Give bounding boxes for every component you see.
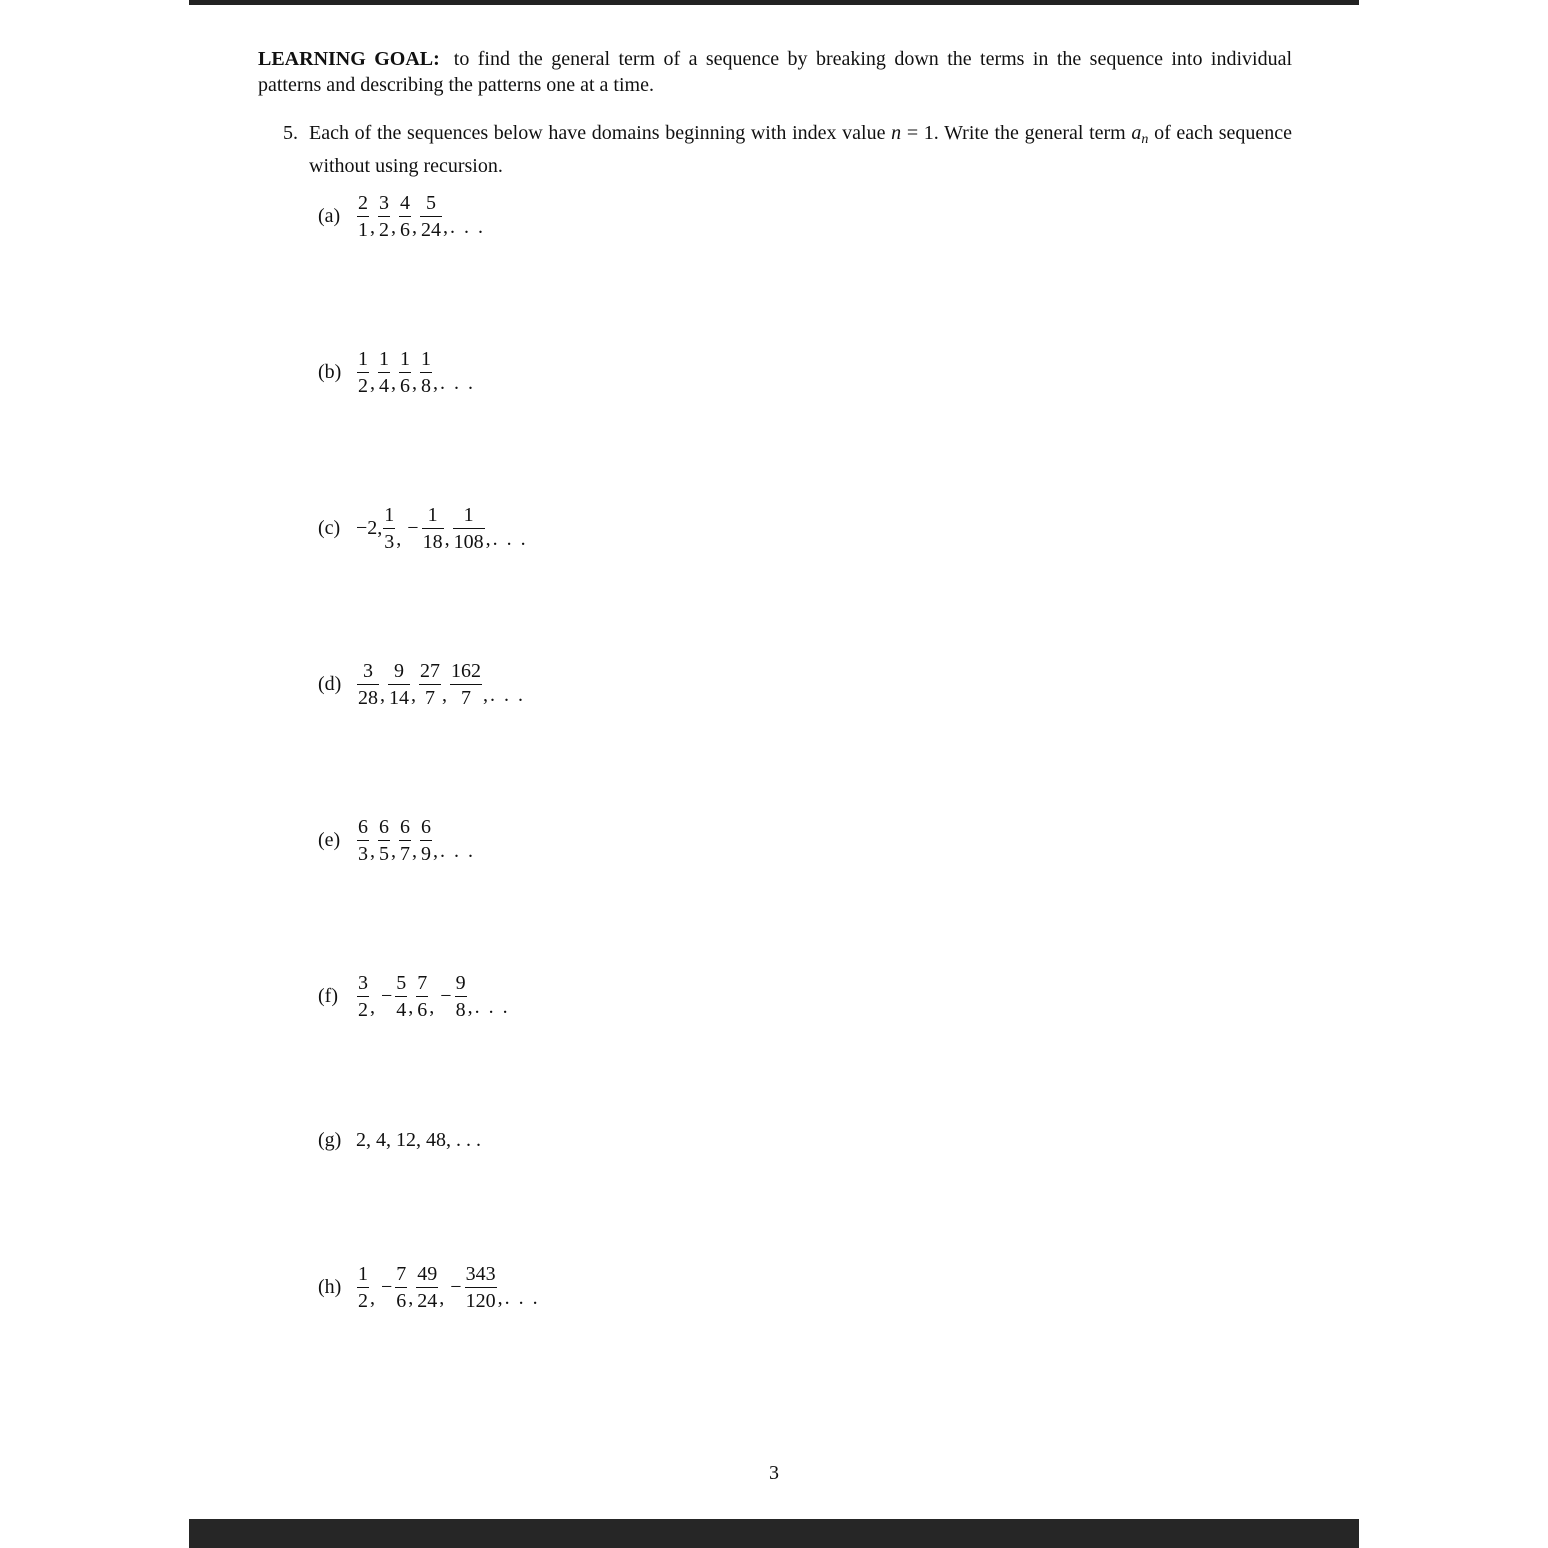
comma: ,: [467, 995, 473, 1018]
minus-sign: −: [381, 1275, 393, 1298]
ellipsis: . . .: [492, 527, 528, 550]
denominator: 3: [383, 528, 395, 553]
sequence-part-d: [318, 654, 525, 714]
numerator: 9: [455, 971, 466, 994]
part-label: (g): [318, 1128, 342, 1151]
denominator: 5: [378, 840, 390, 865]
denominator: 1: [357, 216, 369, 241]
comma: ,: [439, 1286, 445, 1309]
comma: ,: [433, 839, 438, 862]
numerator: 9: [394, 659, 404, 682]
denominator: 7: [419, 684, 441, 709]
sequence-part-c: [318, 498, 528, 558]
denominator: 108: [453, 528, 485, 553]
minus-sign: −: [407, 516, 419, 539]
ellipsis: . . .: [474, 995, 510, 1018]
part-label: (a): [318, 204, 341, 227]
fraction-term: [398, 192, 412, 241]
ellipsis: . . .: [440, 839, 475, 862]
sequence-terms: [356, 660, 525, 709]
comma: ,: [485, 527, 491, 550]
fraction-term: [398, 816, 412, 865]
comma: ,: [408, 995, 414, 1018]
comma: ,: [412, 371, 417, 394]
denominator: 3: [357, 840, 369, 865]
bottom-border: [189, 1519, 1359, 1548]
comma: ,: [412, 839, 417, 862]
problem-5: [283, 120, 1292, 179]
comma: ,: [429, 995, 435, 1018]
denominator: 7: [399, 840, 411, 865]
numerator: 343: [465, 1262, 496, 1285]
numerator: 5: [396, 971, 407, 994]
minus-sign: −: [381, 984, 393, 1007]
numerator: 2: [358, 191, 368, 214]
ellipsis: . . .: [440, 371, 475, 394]
fraction-term: [387, 660, 411, 709]
comma: ,: [433, 371, 438, 394]
numerator: 1: [358, 347, 368, 370]
sequence-terms: [356, 504, 528, 553]
comma: ,: [370, 215, 375, 238]
numerator: 3: [358, 971, 368, 994]
denominator: 4: [378, 372, 390, 397]
comma: ,: [497, 1286, 503, 1309]
numerator: 1: [400, 347, 410, 370]
sequence-part-b: [318, 342, 475, 402]
fraction-term: [356, 348, 370, 397]
top-border: [189, 0, 1359, 5]
fraction-term: [454, 972, 468, 1021]
ellipsis: . . .: [504, 1286, 540, 1309]
fraction-term: [356, 816, 370, 865]
comma: ,: [370, 839, 375, 862]
ellipsis: . . .: [490, 683, 525, 706]
fraction-term: [415, 1263, 439, 1312]
minus-sign: −: [440, 984, 452, 1007]
part-label: (b): [318, 360, 342, 383]
denominator: 24: [416, 1287, 438, 1312]
sequence-part-a: [318, 186, 485, 246]
comma: ,: [396, 527, 402, 550]
sequence-terms: [356, 1263, 540, 1312]
denominator: 7: [450, 684, 482, 709]
denominator: 2: [378, 216, 390, 241]
numerator: 3: [379, 191, 389, 214]
part-label: (d): [318, 672, 342, 695]
sequence-terms: [356, 972, 510, 1021]
fraction-term: [356, 660, 380, 709]
sequence-part-g: [318, 1110, 481, 1170]
denominator: 4: [395, 996, 407, 1021]
denominator: 8: [455, 996, 467, 1021]
numerator: 1: [463, 503, 474, 526]
page-number: 3: [769, 1462, 779, 1484]
leading-term: −2,: [356, 516, 383, 539]
numerator: 162: [451, 659, 481, 682]
fraction-term: [419, 816, 433, 865]
var-a: a: [1131, 122, 1142, 144]
numerator: 6: [421, 815, 431, 838]
comma: ,: [391, 839, 396, 862]
denominator: 28: [357, 684, 379, 709]
numerator: 4: [400, 191, 410, 214]
comma: ,: [412, 215, 417, 238]
fraction-term: [382, 504, 396, 553]
denominator: 2: [357, 996, 369, 1021]
sequence-part-f: [318, 966, 510, 1026]
sequence-terms: [356, 816, 475, 865]
fraction-term: [419, 348, 433, 397]
denominator: 2: [357, 372, 369, 397]
denominator: 24: [420, 216, 442, 241]
comma: ,: [391, 215, 396, 238]
var-n: n: [891, 122, 902, 144]
comma: ,: [444, 527, 450, 550]
numerator: 3: [363, 659, 373, 682]
problem-number: 5.: [283, 122, 298, 144]
fraction-term: [356, 1263, 370, 1312]
minus-sign: −: [450, 1275, 462, 1298]
part-label: (e): [318, 828, 341, 851]
numerator: 7: [396, 1262, 407, 1285]
numerator: 7: [417, 971, 428, 994]
learning-goal-label: LEARNING GOAL:: [258, 48, 440, 70]
problem-text-equals: = 1. Write the general term: [901, 122, 1132, 144]
part-label: (h): [318, 1275, 342, 1298]
fraction-term: [356, 192, 370, 241]
sequence-part-e: [318, 810, 475, 870]
comma: ,: [370, 371, 375, 394]
numerator: 1: [421, 347, 431, 370]
denominator: 14: [388, 684, 410, 709]
var-a-subscript: n: [1141, 132, 1149, 147]
fraction-term: [377, 348, 391, 397]
comma: ,: [411, 683, 416, 706]
comma: ,: [408, 1286, 414, 1309]
sequence-plain: 2, 4, 12, 48, . . .: [356, 1128, 481, 1151]
learning-goal: [258, 46, 1292, 98]
numerator: 6: [358, 815, 368, 838]
problem-statement: [309, 120, 1292, 179]
numerator: 1: [427, 503, 438, 526]
numerator: 1: [384, 503, 395, 526]
comma: ,: [380, 683, 385, 706]
denominator: 9: [420, 840, 432, 865]
fraction-term: [394, 1263, 408, 1312]
ellipsis: . . .: [450, 215, 485, 238]
numerator: 1: [358, 1262, 368, 1285]
comma: ,: [443, 215, 448, 238]
sequence-part-h: [318, 1257, 540, 1317]
fraction-term: [452, 504, 486, 553]
part-label: (f): [318, 984, 338, 1007]
numerator: 1: [379, 347, 389, 370]
comma: ,: [370, 995, 375, 1018]
fraction-term: [449, 660, 483, 709]
denominator: 120: [465, 1287, 497, 1312]
fraction-term: [377, 816, 391, 865]
comma: ,: [483, 683, 488, 706]
numerator: 27: [420, 659, 440, 682]
numerator: 49: [417, 1262, 438, 1285]
fraction-term: [464, 1263, 498, 1312]
sequence-terms: [356, 348, 475, 397]
problem-text-before: Each of the sequences below have domains beginning with index value: [309, 122, 892, 144]
comma: ,: [370, 1286, 375, 1309]
denominator: 6: [395, 1287, 407, 1312]
denominator: 2: [357, 1287, 369, 1312]
denominator: 8: [420, 372, 432, 397]
problem-text-after: of each sequence without using recursion.: [309, 122, 1293, 177]
fraction-term: [394, 972, 408, 1021]
fraction-term: [415, 972, 429, 1021]
comma: ,: [391, 371, 396, 394]
part-label: (c): [318, 516, 341, 539]
fraction-term: [419, 192, 443, 241]
sequence-terms: [356, 192, 485, 241]
numerator: 5: [426, 191, 436, 214]
numerator: 6: [400, 815, 410, 838]
denominator: 18: [422, 528, 444, 553]
learning-goal-text: to find the general term of a sequence by breaking down the terms in the sequence into individual patterns and describing the patterns one at a time.: [258, 48, 1292, 96]
fraction-term: [398, 348, 412, 397]
numerator: 6: [379, 815, 389, 838]
fraction-term: [377, 192, 391, 241]
denominator: 6: [416, 996, 428, 1021]
denominator: 6: [399, 372, 411, 397]
comma: ,: [442, 683, 447, 706]
fraction-term: [356, 972, 370, 1021]
sequence-terms: [356, 1129, 481, 1152]
denominator: 6: [399, 216, 411, 241]
fraction-term: [418, 660, 442, 709]
fraction-term: [421, 504, 445, 553]
